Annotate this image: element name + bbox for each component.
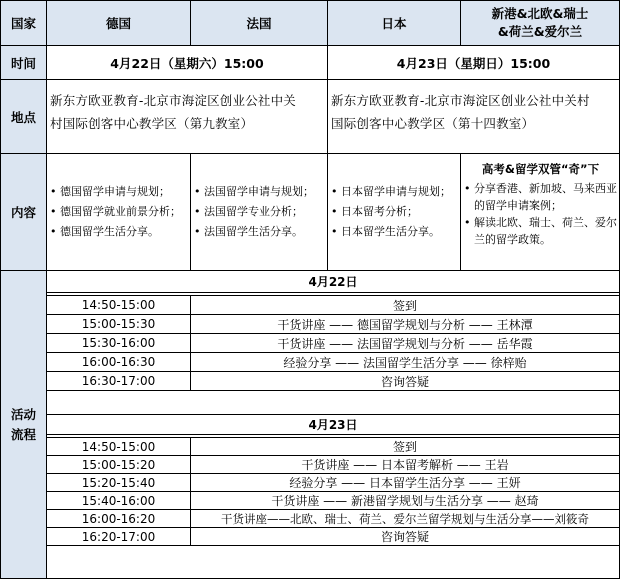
header-japan: 日本 — [328, 1, 461, 46]
time-label: 时间 — [1, 46, 47, 80]
day1-time: 15:30-16:00 — [47, 334, 191, 353]
content-japan-item: • 日本留考分析； — [331, 202, 458, 222]
place-day2-line1: 新东方欧亚教育-北京市海淀区创业公社中关村 — [331, 93, 590, 108]
content-japan-item: • 日本留学生活分享。 — [331, 222, 458, 242]
content-germany-item: • 德国留学就业前景分析； — [50, 202, 188, 222]
content-france-item: • 法国留学专业分析； — [194, 202, 325, 222]
day1-time: 14:50-15:00 — [47, 296, 191, 315]
day1-date: 4月22日 — [47, 271, 620, 293]
header-france: 法国 — [191, 1, 328, 46]
place-day1-line1: 新东方欧亚教育-北京市海淀区创业公社中关 — [50, 93, 297, 108]
content-france-item: • 法国留学申请与规划； — [194, 182, 325, 202]
day1-desc: 干货讲座 —— 德国留学规划与分析 —— 王林潭 — [191, 315, 620, 334]
schedule-label-line2: 流程 — [10, 426, 36, 442]
content-france — [191, 154, 328, 271]
place-day1 — [47, 80, 328, 154]
day1-desc: 签到 — [191, 296, 620, 315]
header-others-line2: &荷兰&爱尔兰 — [497, 24, 583, 39]
content-others — [461, 154, 620, 271]
day2-desc: 咨询答疑 — [191, 528, 620, 546]
content-germany-item: • 德国留学生活分享。 — [50, 222, 188, 242]
content-japan — [328, 154, 461, 271]
place-day2 — [328, 80, 620, 154]
content-japan-item: • 日本留学申请与规划； — [331, 182, 458, 202]
day2-desc: 干货讲座 —— 日本留考解析 —— 王岩 — [191, 456, 620, 474]
day2-time: 15:00-15:20 — [47, 456, 191, 474]
place-day1-line2: 村国际创客中心教学区（第九教室） — [50, 116, 254, 131]
schedule-label — [1, 271, 47, 579]
place-day2-line2: 国际创客中心教学区（第十四教室） — [331, 116, 535, 131]
day1-desc: 干货讲座 —— 法国留学规划与分析 —— 岳华霞 — [191, 334, 620, 353]
day1-time: 15:00-15:30 — [47, 315, 191, 334]
content-others-title: 高考&留学双管“奇”下 — [481, 162, 600, 176]
day2-desc: 干货讲座——北欧、瑞士、荷兰、爱尔兰留学规划与生活分享——刘筱奇 — [191, 510, 620, 528]
content-others-item: • 解读北欧、瑞士、荷兰、爱尔兰的留学政策。 — [464, 214, 617, 248]
day1-time: 16:30-17:00 — [47, 372, 191, 391]
time-day2: 4月23日（星期日）15:00 — [328, 46, 620, 80]
content-germany — [47, 154, 191, 271]
header-others-line1: 新港&北欧&瑞士 — [491, 6, 589, 21]
day2-desc: 干货讲座 —— 新港留学规划与生活分享 —— 赵琦 — [191, 492, 620, 510]
day1-time: 16:00-16:30 — [47, 353, 191, 372]
day1-desc: 咨询答疑 — [191, 372, 620, 391]
day2-time: 15:40-16:00 — [47, 492, 191, 510]
day2-time: 15:20-15:40 — [47, 474, 191, 492]
day2-date: 4月23日 — [47, 415, 620, 435]
day2-time: 16:00-16:20 — [47, 510, 191, 528]
day1-desc: 经验分享 —— 法国留学生活分享 —— 徐梓贻 — [191, 353, 620, 372]
header-others — [461, 1, 620, 46]
place-label: 地点 — [1, 80, 47, 154]
day-separator — [47, 391, 620, 415]
content-others-item: • 分享香港、新加坡、马来西亚的留学申请案例； — [464, 180, 617, 214]
day2-desc: 经验分享 —— 日本留学生活分享 —— 王妍 — [191, 474, 620, 492]
header-germany: 德国 — [47, 1, 191, 46]
day2-time: 16:20-17:00 — [47, 528, 191, 546]
time-day1: 4月22日（星期六）15:00 — [47, 46, 328, 80]
schedule-label-line1: 活动 — [10, 406, 36, 422]
day2-time: 14:50-15:00 — [47, 438, 191, 456]
day2-desc: 签到 — [191, 438, 620, 456]
content-label: 内容 — [1, 154, 47, 271]
content-france-item: • 法国留学生活分享。 — [194, 222, 325, 242]
header-country-label: 国家 — [1, 1, 47, 46]
table-bottom-blank — [47, 546, 620, 579]
content-germany-item: • 德国留学申请与规划； — [50, 182, 188, 202]
